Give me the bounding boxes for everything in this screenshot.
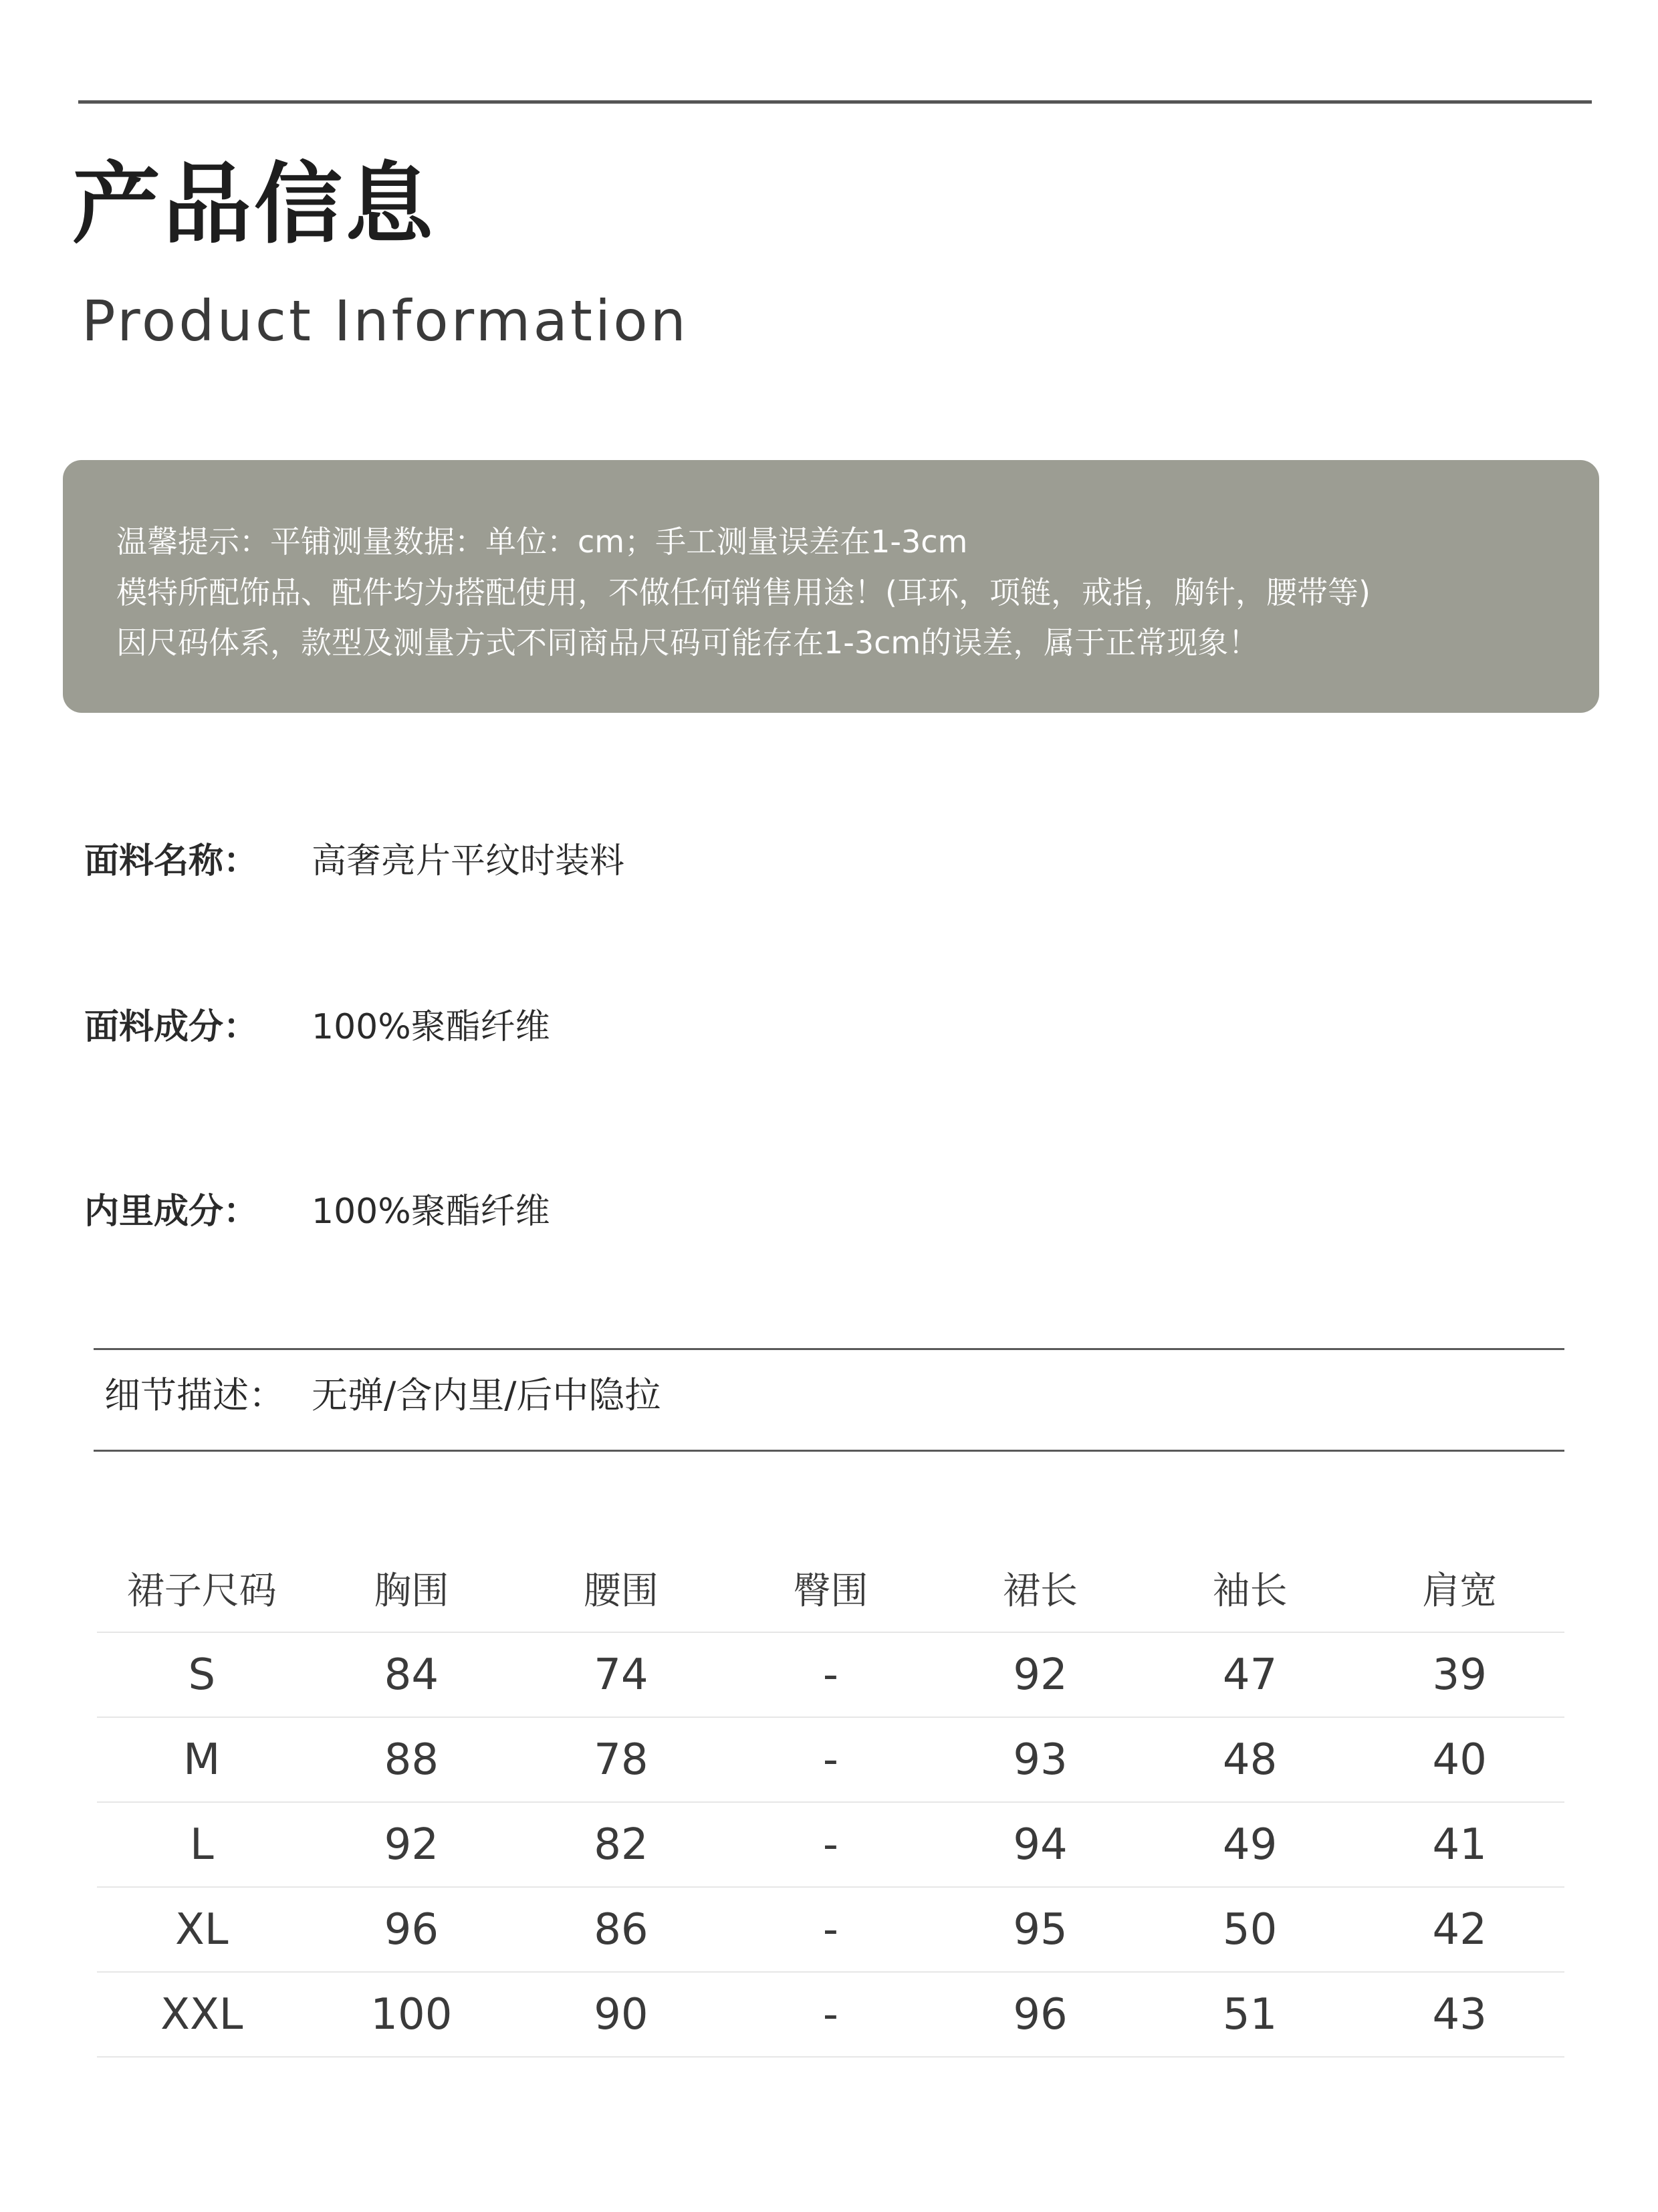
table-row bbox=[97, 1632, 1564, 1717]
table-cell: M bbox=[97, 1717, 307, 1802]
table-cell: 90 bbox=[516, 1972, 726, 2057]
table-cell: 92 bbox=[935, 1632, 1145, 1717]
notice-line-accessories: 模特所配饰品、配件均为搭配使用，不做任何销售用途！(耳环，项链，戒指，胸针，腰带等) bbox=[116, 574, 1371, 611]
table-cell: XL bbox=[97, 1887, 307, 1972]
details-row bbox=[104, 1374, 661, 1416]
page-title: 产品信息 bbox=[72, 153, 436, 256]
table-cell: S bbox=[97, 1632, 307, 1717]
table-cell: 47 bbox=[1145, 1632, 1355, 1717]
fabric-composition-row bbox=[84, 1007, 550, 1047]
table-cell: 78 bbox=[516, 1717, 726, 1802]
header-size: 裙子尺码 bbox=[126, 1569, 277, 1613]
details-value: 无弹/含内里/后中隐拉 bbox=[312, 1374, 661, 1416]
details-top-divider bbox=[94, 1348, 1564, 1350]
table-cell: 94 bbox=[935, 1802, 1145, 1887]
table-cell: - bbox=[726, 1972, 936, 2057]
header-shoulder-width: 肩宽 bbox=[1422, 1569, 1498, 1613]
fabric-name-value: 高奢亮片平纹时装料 bbox=[312, 841, 625, 881]
table-cell: 96 bbox=[307, 1887, 517, 1972]
table-cell: 42 bbox=[1354, 1887, 1564, 1972]
table-cell: 40 bbox=[1354, 1717, 1564, 1802]
table-cell: 93 bbox=[935, 1717, 1145, 1802]
table-cell: 95 bbox=[935, 1887, 1145, 1972]
fabric-name-row bbox=[84, 841, 625, 881]
table-cell: 92 bbox=[307, 1802, 517, 1887]
fabric-composition-label: 面料成分： bbox=[84, 1007, 259, 1047]
lining-composition-value: 100%聚酯纤维 bbox=[312, 1192, 550, 1232]
table-cell: 86 bbox=[516, 1887, 726, 1972]
table-cell: L bbox=[97, 1802, 307, 1887]
notice-line-size-tolerance: 因尺码体系，款型及测量方式不同商品尺码可能存在1-3cm的误差，属于正常现象！ bbox=[116, 625, 1260, 661]
header-hip: 臀围 bbox=[793, 1569, 868, 1613]
table-cell: 82 bbox=[516, 1802, 726, 1887]
fabric-name-label: 面料名称： bbox=[84, 841, 259, 881]
table-cell: - bbox=[726, 1802, 936, 1887]
header-bust: 胸围 bbox=[374, 1569, 449, 1613]
table-cell: 51 bbox=[1145, 1972, 1355, 2057]
table-cell: 41 bbox=[1354, 1802, 1564, 1887]
table-row bbox=[97, 1717, 1564, 1802]
size-table bbox=[97, 1545, 1564, 2058]
size-table-header-row bbox=[97, 1545, 1564, 1632]
table-cell: XXL bbox=[97, 1972, 307, 2057]
table-cell: 43 bbox=[1354, 1972, 1564, 2057]
table-cell: 49 bbox=[1145, 1802, 1355, 1887]
details-bottom-divider bbox=[94, 1450, 1564, 1452]
header-waist: 腰围 bbox=[583, 1569, 659, 1613]
table-cell: - bbox=[726, 1632, 936, 1717]
table-cell: 100 bbox=[307, 1972, 517, 2057]
page-subtitle: Product Information bbox=[82, 288, 689, 354]
table-cell: - bbox=[726, 1887, 936, 1972]
table-cell: 50 bbox=[1145, 1887, 1355, 1972]
header-sleeve-length: 袖长 bbox=[1212, 1569, 1288, 1613]
notice-line-measurement: 温馨提示：平铺测量数据：单位：cm；手工测量误差在1-3cm bbox=[116, 524, 968, 560]
table-row bbox=[97, 1887, 1564, 1972]
table-cell: - bbox=[726, 1717, 936, 1802]
table-row bbox=[97, 1972, 1564, 2057]
notice-panel bbox=[63, 460, 1599, 713]
table-cell: 96 bbox=[935, 1972, 1145, 2057]
lining-composition-label: 内里成分： bbox=[84, 1192, 259, 1232]
details-label: 细节描述： bbox=[104, 1374, 285, 1416]
lining-composition-row bbox=[84, 1192, 550, 1232]
table-cell: 48 bbox=[1145, 1717, 1355, 1802]
table-cell: 74 bbox=[516, 1632, 726, 1717]
header-skirt-length: 裙长 bbox=[1003, 1569, 1078, 1613]
fabric-composition-value: 100%聚酯纤维 bbox=[312, 1007, 550, 1047]
table-cell: 84 bbox=[307, 1632, 517, 1717]
table-row bbox=[97, 1802, 1564, 1887]
table-cell: 88 bbox=[307, 1717, 517, 1802]
top-divider bbox=[78, 100, 1592, 104]
table-cell: 39 bbox=[1354, 1632, 1564, 1717]
